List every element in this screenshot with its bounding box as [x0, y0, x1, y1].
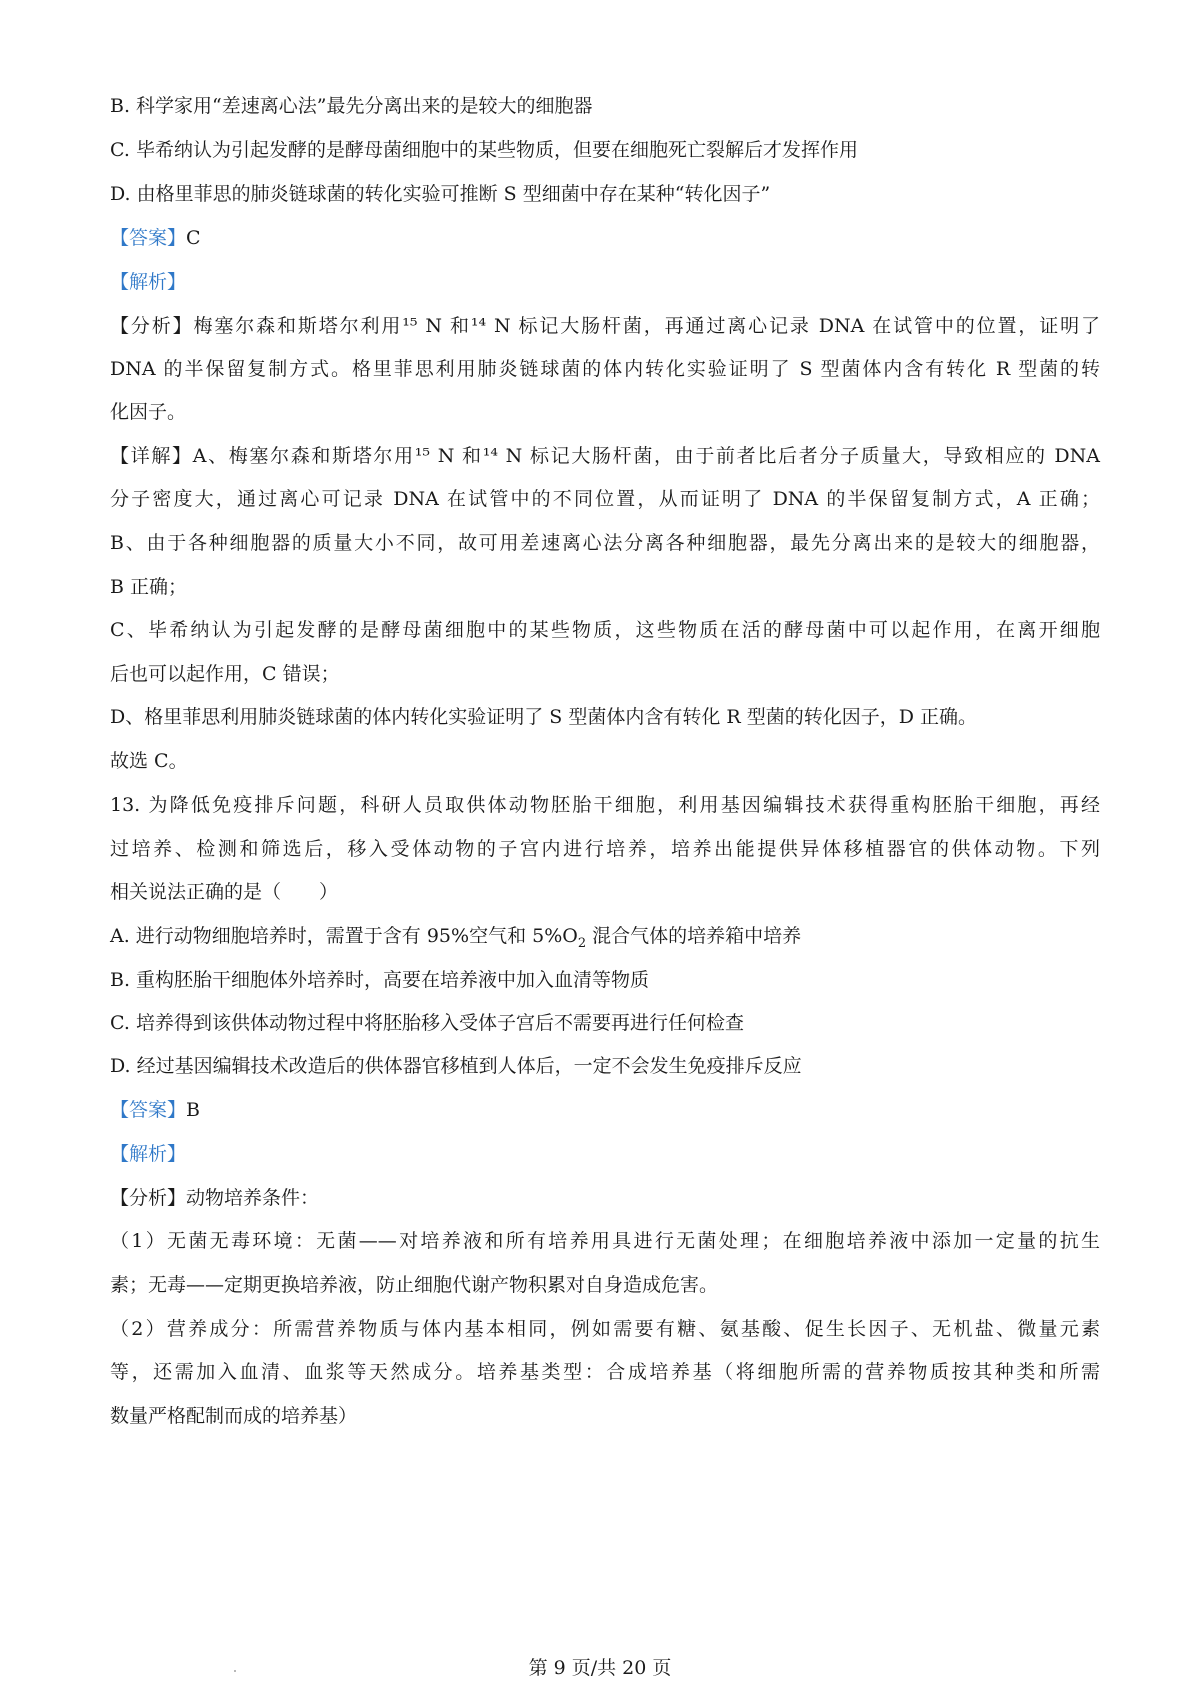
q12-option-d: D. 由格里菲思的肺炎链球菌的转化实验可推断 S 型细菌中存在某种“转化因子” [110, 183, 771, 205]
q13-option-c: C. 培养得到该供体动物过程中将胚胎移入受体子宫后不需要再进行任何检查 [110, 1012, 744, 1034]
q12-option-b: B. 科学家用“差速离心法”最先分离出来的是较大的细胞器 [110, 95, 593, 117]
q13-option-b: B. 重构胚胎干细胞体外培养时，高要在培养液中加入血清等物质 [110, 969, 650, 991]
q12-answer-value: C [186, 227, 201, 249]
q12-xiangjie-line-3: B、由于各种细胞器的质量大小不同，故可用差速离心法分离各种细胞器，最先分离出来的是较大的细胞器， [110, 532, 1100, 554]
q12-xiangjie-text-1: A、梅塞尔森和斯塔尔用¹⁵ N 和¹⁴ N 标记大肠杆菌，由于前者比后者分子质量大，导致相应的 DNA [192, 445, 1100, 467]
q12-xiangjie-line-5: C、毕希纳认为引起发酵的是酵母菌细胞中的某些物质，这些物质在活的酵母菌中可以起作用，在离开细胞 [110, 619, 1100, 641]
q13-fenxi-text: 动物培养条件： [186, 1187, 320, 1209]
q13-fenxi-label: 【分析】 [110, 1187, 187, 1209]
q13-analysis-label: 【解析】 [110, 1143, 187, 1165]
q13-body-line-2: 素；无毒——定期更换培养液，防止细胞代谢产物积累对自身造成危害。 [110, 1274, 719, 1296]
q12-xiangjie-label: 【详解】 [110, 445, 193, 467]
q12-option-c: C. 毕希纳认为引起发酵的是酵母菌细胞中的某些物质，但要在细胞死亡裂解后才发挥作用 [110, 139, 858, 161]
q12-xiangjie-line-6: 后也可以起作用，C 错误； [110, 663, 340, 685]
q12-xiangjie-line-1 [110, 444, 1100, 468]
q13-answer-label: 【答案】 [110, 1099, 187, 1121]
q12-fenxi-text-1: 梅塞尔森和斯塔尔利用¹⁵ N 和¹⁴ N 标记大肠杆菌，再通过离心记录 DNA 在试管中的位置，证明了 [193, 315, 1100, 337]
q12-answer-label: 【答案】 [110, 227, 187, 249]
q13-option-d: D. 经过基因编辑技术改造后的供体器官移植到人体后，一定不会发生免疫排斥反应 [110, 1055, 802, 1077]
q12-fenxi-line-1 [110, 314, 1100, 338]
q13-stem-line-3: 相关说法正确的是（ ） [110, 881, 339, 903]
q13-option-a-sub: 2 [577, 935, 587, 951]
page-footer: 第 9 页/共 20 页 [528, 1657, 672, 1679]
q12-xiangjie-line-2: 分子密度大，通过离心可记录 DNA 在试管中的不同位置，从而证明了 DNA 的半保留复制方式，A 正确； [110, 488, 1100, 510]
q13-body-line-4: 等，还需加入血清、血浆等天然成分。培养基类型：合成培养基（将细胞所需的营养物质按其种类和所需 [110, 1361, 1100, 1383]
q13-body-line-5: 数量严格配制而成的培养基） [110, 1405, 358, 1427]
q13-answer [110, 1098, 1100, 1122]
q12-analysis-label: 【解析】 [110, 271, 187, 293]
q13-answer-value: B [186, 1099, 200, 1121]
q13-option-a-post: 混合气体的培养箱中培养 [586, 925, 802, 947]
q12-xiangjie-line-4: B 正确； [110, 576, 188, 598]
q13-stem-line-1: 13. 为降低免疫排斥问题，科研人员取供体动物胚胎干细胞，利用基因编辑技术获得重构胚胎干细胞，再经 [110, 794, 1100, 816]
q12-fenxi-line-2: DNA 的半保留复制方式。格里菲思利用肺炎链球菌的体内转化实验证明了 S 型菌体内含有转化 R 型菌的转 [110, 358, 1100, 380]
q13-option-a-pre: A. 进行动物细胞培养时，需置于含有 95%空气和 5%O [110, 925, 578, 947]
q12-answer [110, 226, 1100, 250]
q12-fenxi-line-3: 化因子。 [110, 401, 187, 423]
q13-body-line-3: （2）营养成分：所需营养物质与体内基本相同，例如需要有糖、氨基酸、促生长因子、无机盐、微量元素 [110, 1318, 1100, 1340]
q12-xiangjie-line-8: 故选 C。 [110, 750, 188, 772]
q13-fenxi-line [110, 1186, 1100, 1210]
q13-stem-line-2: 过培养、检测和筛选后，移入受体动物的子宫内进行培养，培养出能提供异体移植器官的供体动物。下列 [110, 838, 1100, 860]
q12-xiangjie-line-7: D、格里菲思利用肺炎链球菌的体内转化实验证明了 S 型菌体内含有转化 R 型菌的转化因子，D 正确。 [110, 706, 977, 728]
q13-option-a [110, 924, 1100, 956]
q12-fenxi-label: 【分析】 [110, 315, 194, 337]
q13-body-line-1: （1）无菌无毒环境：无菌——对培养液和所有培养用具进行无菌处理；在细胞培养液中添加一定量的抗生 [110, 1230, 1100, 1252]
